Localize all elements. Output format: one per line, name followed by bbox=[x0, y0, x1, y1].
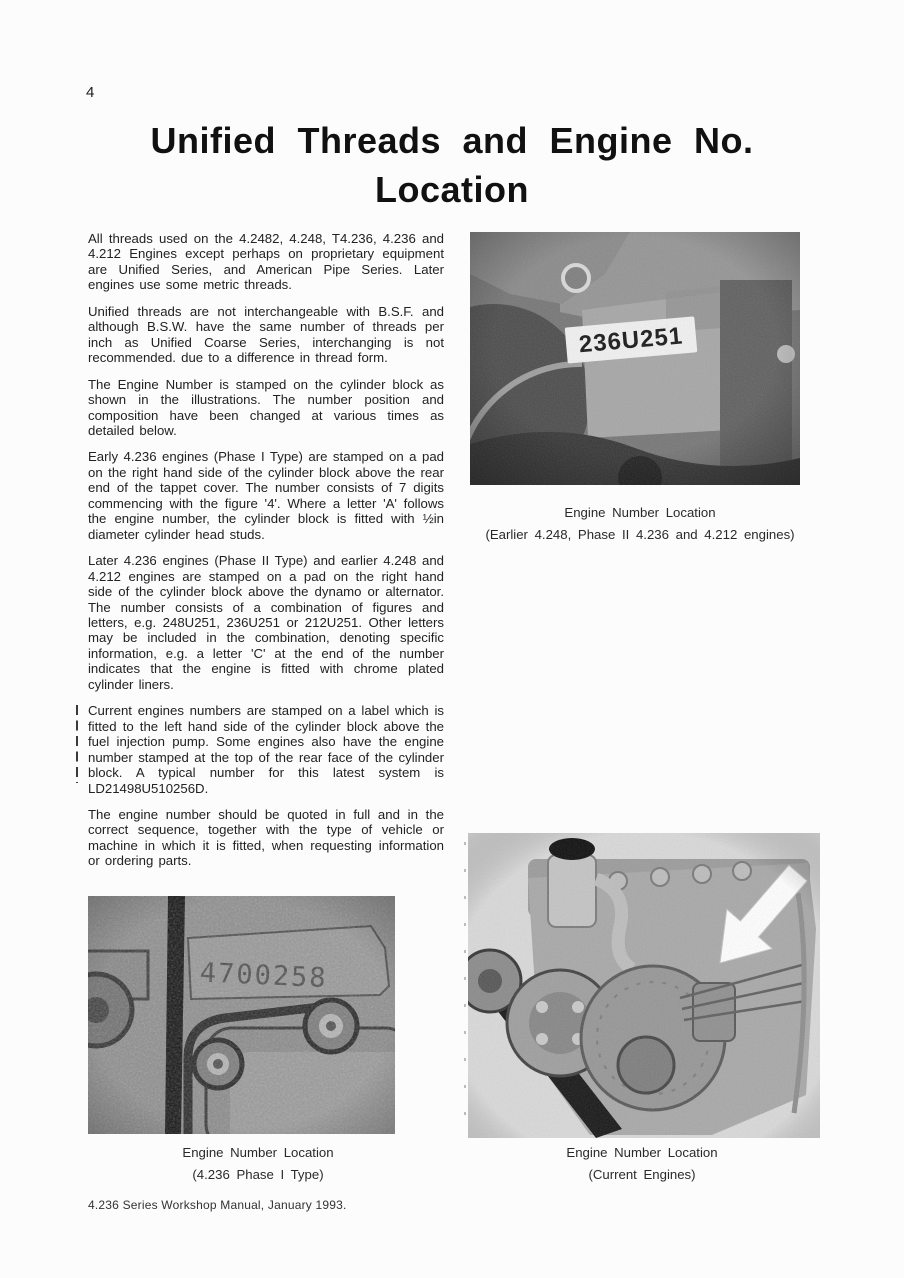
caption-bottom-right bbox=[462, 1142, 822, 1185]
body-text-column bbox=[88, 231, 444, 880]
paragraph-interchangeability: Unified threads are not interchangeable with B.S.F. and although B.S.W. have the same number of threads per inch as Unified Coarse Series, interchanging is not recommended. due to a difference in thread form. bbox=[88, 303, 444, 366]
paragraph-quote-in-full: The engine number should be quoted in full and in the correct sequence, together with the type of vehicle or machine in which it is fitted, when requesting information or ordering parts. bbox=[88, 806, 444, 869]
paragraph-phase1-engines: Early 4.236 engines (Phase I Type) are stamped on a pad on the right hand side of the cylinder block above the rear end of the tappet cover. The number consists of 7 digits commencing with the figure '4'. Where a letter 'A' follows the engine number, the cylinder block is fitted with ½in diameter cylinder head studs. bbox=[88, 449, 444, 542]
photo-stamped-engine-number-image bbox=[88, 896, 395, 1134]
page-title bbox=[0, 116, 904, 214]
paragraph-engine-number-intro: The Engine Number is stamped on the cylinder block as shown in the illustrations. The number position and composition have been changed at various times as detailed below. bbox=[88, 376, 444, 438]
paragraph-current-engines: Current engines numbers are stamped on a label which is fitted to the left hand side of the cylinder block above the fuel injection pump. Some engines also have the engine number stamped at the top of the rear face of the cylinder block. A typical number for this latest system is LD21498U510256D. bbox=[88, 703, 444, 796]
revision-change-bar bbox=[76, 705, 78, 783]
revision-marked-paragraph bbox=[88, 703, 444, 796]
photo-engine-number-label-image bbox=[470, 232, 800, 485]
scan-artifact-marks bbox=[464, 842, 466, 1118]
page-title-line1: Unified Threads and Engine No. bbox=[150, 120, 754, 161]
caption-bottom-right-line2: (Current Engines) bbox=[588, 1166, 696, 1182]
caption-bottom-left-line2: (4.236 Phase I Type) bbox=[192, 1166, 324, 1182]
manual-footer: 4.236 Series Workshop Manual, January 1993. bbox=[88, 1198, 347, 1212]
paragraph-phase2-engines: Later 4.236 engines (Phase II Type) and earlier 4.248 and 4.212 engines are stamped on a pad on the right hand side of the cylinder block above the dynamo or alternator. The number consists of a combination of figures and letters, e.g. 248U251, 236U251 or 212U251. Other letters may be included in the combination, denoting specific information, e.g. a letter 'C' at the end of the number indicates that the engine is fitted with chrome plated cylinder liners. bbox=[88, 553, 444, 692]
caption-bottom-left-line1: Engine Number Location bbox=[182, 1145, 334, 1160]
caption-top-right-line2: (Earlier 4.248, Phase II 4.236 and 4.212 engines) bbox=[485, 526, 795, 542]
caption-top-right-line1: Engine Number Location bbox=[564, 505, 716, 520]
photo-engine-number-label bbox=[470, 232, 800, 485]
page-number: 4 bbox=[86, 84, 95, 101]
photo-current-engine bbox=[468, 833, 820, 1138]
photo-current-engine-image bbox=[468, 833, 820, 1138]
page-title-line2: Location bbox=[375, 169, 529, 210]
caption-bottom-right-line1: Engine Number Location bbox=[566, 1145, 718, 1160]
paragraph-threads-overview: All threads used on the 4.2482, 4.248, T4.236, 4.236 and 4.212 Engines except perhaps on proprietary equipment are Unified Series, and American Pipe Series. Later engines use some metric threads. bbox=[88, 231, 444, 293]
caption-top-right bbox=[450, 502, 830, 545]
photo-stamped-engine-number bbox=[88, 896, 395, 1134]
caption-bottom-left bbox=[78, 1142, 438, 1185]
